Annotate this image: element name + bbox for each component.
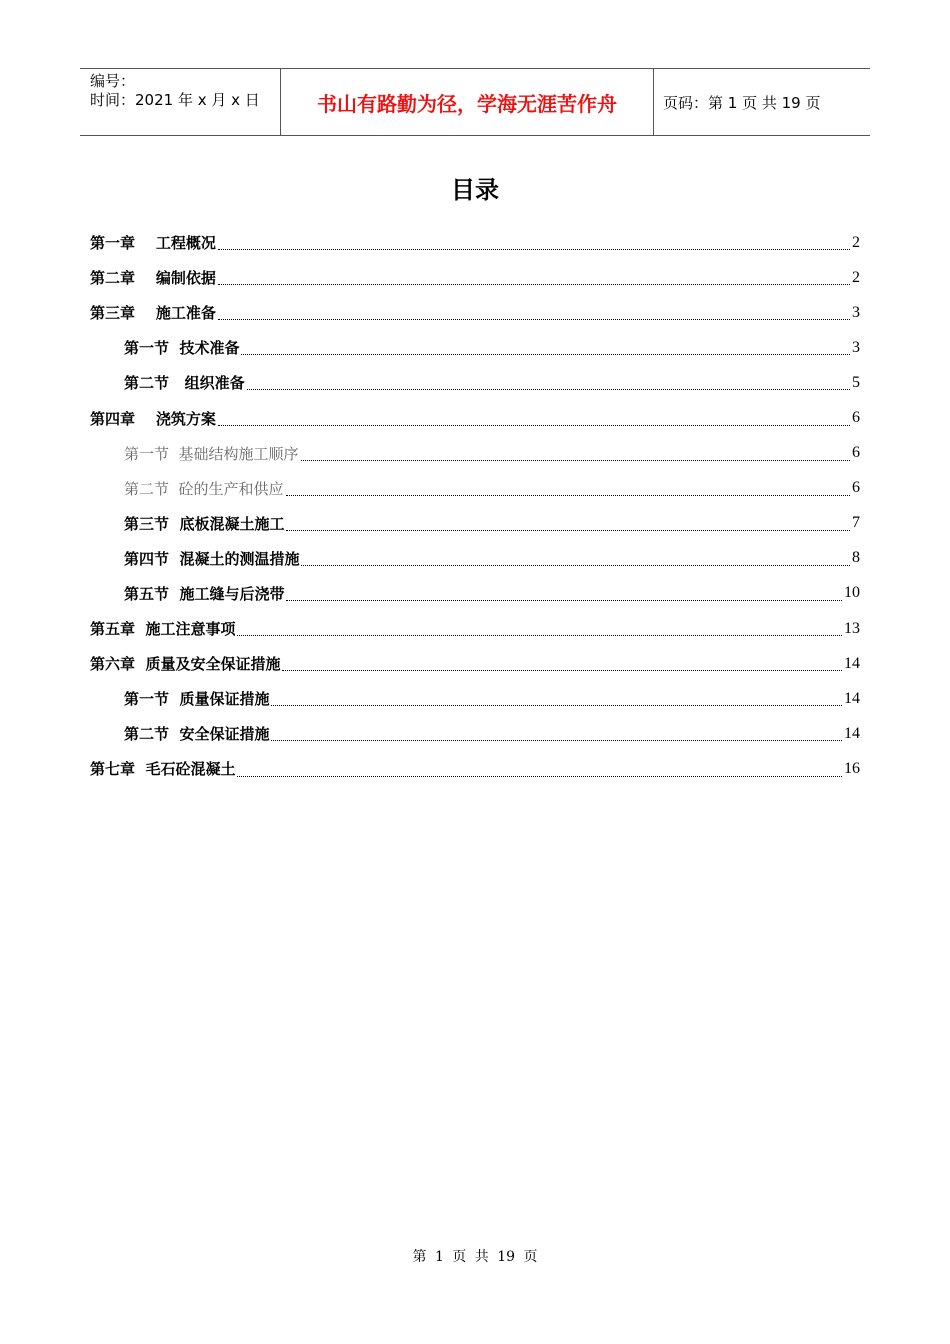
toc-entry-page: 14 (844, 724, 860, 742)
toc-entry[interactable] (90, 225, 860, 260)
toc-leader-dots (301, 564, 850, 566)
toc-entry-title: 第三章 施工准备 (90, 304, 216, 323)
toc-entry-title: 第三节 底板混凝土施工 (124, 514, 285, 533)
toc-entry-title: 第一节 质量保证措施 (124, 690, 270, 709)
toc-leader-dots (286, 494, 850, 496)
toc-entry-title: 第四节 混凝土的测温措施 (124, 549, 300, 568)
toc-entry[interactable] (90, 541, 860, 576)
toc-entry-title: 第一节 技术准备 (124, 339, 240, 358)
header-meta (80, 69, 281, 135)
toc-entry[interactable] (90, 681, 860, 716)
header-motto-cell (281, 69, 654, 135)
toc-entry-page: 6 (852, 444, 860, 462)
toc-entry[interactable] (90, 646, 860, 681)
toc-entry-title: 第二节 组织准备 (124, 374, 245, 393)
toc-leader-dots (237, 775, 842, 777)
toc-entry-page: 16 (844, 759, 860, 777)
toc-entry[interactable] (90, 576, 860, 611)
toc-entry-page: 14 (844, 689, 860, 707)
toc-entry[interactable] (90, 295, 860, 330)
toc-entry-title: 第二节 安全保证措施 (124, 725, 270, 744)
toc-entry[interactable] (90, 330, 860, 365)
toc-leader-dots (247, 388, 850, 390)
toc-entry[interactable] (90, 751, 860, 786)
header-page-info: 页码：第 1 页 共 19 页 (663, 93, 821, 112)
toc-entry-page: 2 (852, 268, 860, 286)
toc-entry-page: 7 (852, 514, 860, 532)
toc-entry[interactable] (90, 506, 860, 541)
toc-entry[interactable] (90, 260, 860, 295)
toc-entry-title: 第六章 质量及安全保证措施 (90, 655, 281, 674)
toc-leader-dots (218, 318, 850, 320)
toc-entry[interactable] (90, 611, 860, 646)
toc-leader-dots (271, 704, 842, 706)
toc-entry-title: 第四章 浇筑方案 (90, 409, 216, 428)
page-footer: 第 1 页 共 19 页 (412, 1249, 538, 1265)
toc-leader-dots (282, 669, 842, 671)
toc-entry[interactable] (90, 365, 860, 400)
toc-title: 目录 (451, 176, 499, 204)
toc-entry-page: 3 (852, 303, 860, 321)
toc-entry[interactable] (90, 436, 860, 471)
toc-entry-title: 第二章 编制依据 (90, 269, 216, 288)
toc-leader-dots (218, 248, 850, 250)
toc-entry[interactable] (90, 471, 860, 506)
table-of-contents (90, 225, 860, 787)
toc-leader-dots (218, 283, 850, 285)
toc-entry-page: 3 (852, 338, 860, 356)
toc-entry-title: 第二节 砼的生产和供应 (124, 479, 284, 498)
header-motto: 书山有路勤为径，学海无涯苦作舟 (317, 91, 617, 116)
toc-leader-dots (218, 424, 850, 426)
toc-entry-page: 8 (852, 549, 860, 567)
toc-leader-dots (286, 599, 842, 601)
toc-entry[interactable] (90, 400, 860, 435)
page-header (80, 68, 870, 136)
toc-entry-page: 5 (852, 373, 860, 391)
toc-entry-page: 2 (852, 233, 860, 251)
toc-leader-dots (286, 529, 850, 531)
toc-leader-dots (301, 459, 850, 461)
toc-entry-page: 6 (852, 479, 860, 497)
toc-leader-dots (241, 353, 850, 355)
toc-leader-dots (271, 739, 842, 741)
toc-entry-title: 第一节 基础结构施工顺序 (124, 444, 299, 463)
toc-entry-page: 14 (844, 654, 860, 672)
toc-entry-page: 13 (844, 619, 860, 637)
toc-entry-title: 第七章 毛石砼混凝土 (90, 760, 236, 779)
toc-entry[interactable] (90, 716, 860, 751)
document-number-label: 编号： (90, 72, 136, 90)
toc-entry-title: 第五节 施工缝与后浇带 (124, 584, 285, 603)
toc-leader-dots (237, 634, 842, 636)
toc-entry-title: 第五章 施工注意事项 (90, 620, 236, 639)
toc-entry-title: 第一章 工程概况 (90, 234, 216, 253)
toc-entry-page: 10 (844, 584, 860, 602)
toc-entry-page: 6 (852, 409, 860, 427)
document-date: 时间：2021 年 x 月 x 日 (90, 91, 260, 109)
